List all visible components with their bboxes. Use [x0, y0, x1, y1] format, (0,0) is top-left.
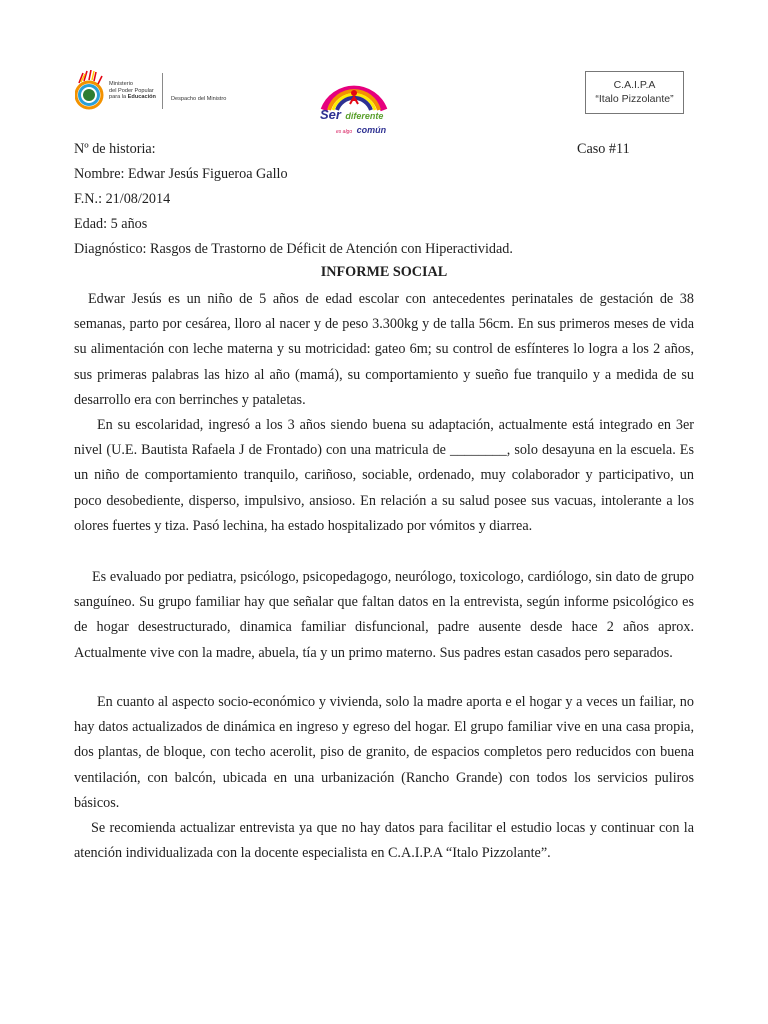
ministry-line-2: del Poder Popular: [109, 87, 154, 94]
report-paragraph-5: Se recomienda actualizar entrevista ya que no hay datos para facilitar el estudio locas y continuar con la atención individualizada con la docente especialista en C.A.I.P.A “Italo Pizzolante”.: [74, 820, 694, 862]
logo-divider: [162, 73, 163, 109]
history-number-label: Nº de historia:: [74, 141, 156, 157]
diagnosis: Diagnóstico: Rasgos de Trastorno de Déficit de Atención con Hiperactividad.: [74, 241, 513, 257]
campaign-es-algo: es algo: [336, 129, 353, 135]
patient-age: Edad: 5 años: [74, 216, 148, 232]
campaign-diferente: diferente: [345, 111, 384, 121]
ministry-name: [109, 81, 156, 101]
ministry-logo: [75, 70, 226, 112]
ministry-office: Despacho del Ministro: [170, 96, 227, 102]
report-paragraph-3: Es evaluado por pediatra, psicólogo, psicopedagogo, neurólogo, toxicologo, cardiólogo, sin dato de grupo sanguíneo. Su grupo familiar hay que señalar que faltan datos en la entrevista, según informe psicológico es de hogar desestructurado, dinamica familiar disfuncional, padre ausente desde hace 2 años aprox. Actualmente vive con la madre, abuela, tía y un primo materno. Sus padres estan casados pero separados.: [74, 569, 694, 661]
center-name-box: [585, 71, 684, 114]
case-number: Caso #11: [577, 141, 630, 157]
campaign-logo: [314, 70, 394, 135]
center-name: “Italo Pizzolante”: [595, 93, 674, 105]
letterhead: [0, 0, 768, 135]
campaign-comun: común: [356, 125, 387, 135]
report-paragraph-4: En cuanto al aspecto socio-económico y vivienda, solo la madre aporta e el hogar y a veces un failiar, no hay datos actualizados de dinámica en ingreso y egreso del hogar. El grupo familiar vive en una casa propia, dos plantas, de bloque, con techo acerolit, piso de granito, de espacios completos pero reducidos con buena ventilación, con balcón, ubicada en una urbanización (Rancho Grande) con todos los servicios puliros básicos.: [74, 694, 694, 811]
ministry-line-3-bold: Educación: [127, 94, 156, 101]
patient-name: Nombre: Edwar Jesús Figueroa Gallo: [74, 166, 288, 182]
report-paragraph-2: En su escolaridad, ingresó a los 3 años siendo buena su adaptación, actualmente está integrado en 3er nivel (U.E. Bautista Rafaela J de Frontado) con una matricula de ________, solo desayuna en la escuela. Es un niño de comportamiento tranquilo, cariñoso, sociable, ordenado, muy colaborador y participativo, un poco desobediente, disperso, impulsivo, ansioso. En relación a su salud posee sus vacuas, intolerante a los olores fuertes y tiza. Pasó lechina, ha estado hospitalizado por vómitos y diarrea.: [74, 417, 694, 534]
center-acronym: C.A.I.P.A: [613, 79, 656, 91]
ministry-line-3-prefix: para la: [109, 94, 128, 101]
report-paragraph-1: Edwar Jesús es un niño de 5 años de edad escolar con antecedentes perinatales de gestación de 38 semanas, parto por cesárea, lloro al nacer y de peso 3.300kg y de talla 56cm. En sus primeros meses de vida su alimentación con leche materna y su motricidad: gateo 6m; su control de esfínteres lo logra a los 2 años, sus primeras palabras las hizo al año (mamá), su comportamiento y sueño fue tranquilo y a medida de su desarrollo era con berrinches y pataletas.: [74, 291, 694, 408]
ministry-emblem-icon: [75, 70, 105, 112]
ministry-line-1: Ministerio: [109, 81, 133, 88]
campaign-slogan-2: [336, 120, 386, 138]
campaign-ser: Ser: [320, 107, 341, 122]
report-title: INFORME SOCIAL: [320, 264, 448, 280]
ministry-line-3: [109, 94, 156, 101]
birth-date: F.N.: 21/08/2014: [74, 191, 171, 207]
